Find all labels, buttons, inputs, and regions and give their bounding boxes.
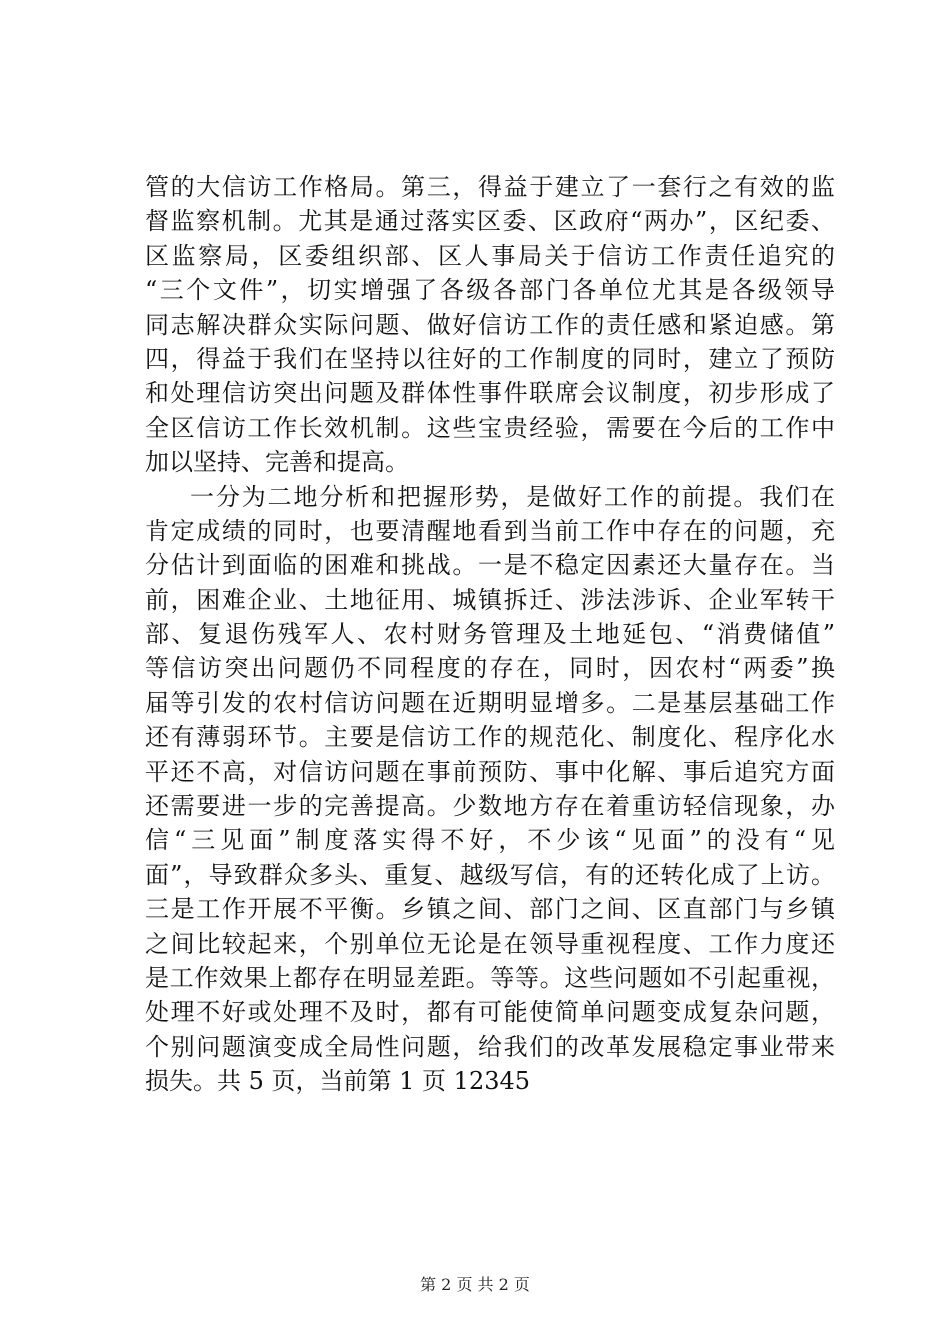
paragraph-end-line: 损失。共 5 页，当前第 1 页 12345 [145,1067,531,1096]
paragraph-end-line: 加以坚持、完善和提高。 [145,448,409,477]
text-line: 和处理信访突出问题及群体性事件联席会议制度，初步形成了 [145,379,835,408]
text-line: 信“三见面”制度落实得不好，不少该“见面”的没有“见 [145,826,835,855]
paragraph-start-line: 一分为二地分析和把握形势，是做好工作的前提。我们在 [190,482,835,511]
text-line: 同志解决群众实际问题、做好信访工作的责任感和紧迫感。第 [145,310,835,339]
text-line: 三是工作开展不平衡。乡镇之间、部门之间、区直部门与乡镇 [145,895,835,924]
text-line: 面”，导致群众多头、重复、越级写信，有的还转化成了上访。 [145,860,835,889]
page-indicator: 第 2 页 共 2 页 [420,1275,530,1294]
text-line: 还需要进一步的完善提高。少数地方存在着重访轻信现象，办 [145,792,835,821]
text-line: 之间比较起来，个别单位无论是在领导重视程度、工作力度还 [145,929,835,958]
text-line: 届等引发的农村信访问题在近期明显增多。二是基层基础工作 [145,688,835,717]
page-footer [0,1274,950,1296]
text-line: 肯定成绩的同时，也要清醒地看到当前工作中存在的问题，充 [145,516,835,545]
text-line: 督监察机制。尤其是通过落实区委、区政府“两办”，区纪委、 [145,207,835,236]
text-line: 处理不好或处理不及时，都有可能使简单问题变成复杂问题， [145,998,835,1027]
text-line: 等信访突出问题仍不同程度的存在，同时，因农村“两委”换 [145,654,835,683]
body-text [145,170,835,1099]
text-line: 部、复退伤残军人、农村财务管理及土地延包、“消费储值” [145,620,835,649]
text-line: 区监察局，区委组织部、区人事局关于信访工作责任追究的 [145,241,835,270]
text-line: 是工作效果上都存在明显差距。等等。这些问题如不引起重视， [145,963,835,992]
text-line: 全区信访工作长效机制。这些宝贵经验，需要在今后的工作中 [145,413,835,442]
text-line: 管的大信访工作格局。第三，得益于建立了一套行之有效的监 [145,173,835,201]
text-line: 个别问题演变成全局性问题，给我们的改革发展稳定事业带来 [145,1032,835,1061]
text-line: “三个文件”，切实增强了各级各部门各单位尤其是各级领导 [145,276,835,305]
text-line: 平还不高，对信访问题在事前预防、事中化解、事后追究方面 [145,757,835,786]
text-line: 还有薄弱环节。主要是信访工作的规范化、制度化、程序化水 [145,723,835,752]
text-line: 前，困难企业、土地征用、城镇拆迁、涉法涉诉、企业军转干 [145,585,835,614]
text-line: 分估计到面临的困难和挑战。一是不稳定因素还大量存在。当 [145,551,835,580]
text-line: 四，得益于我们在坚持以往好的工作制度的同时，建立了预防 [145,344,835,373]
